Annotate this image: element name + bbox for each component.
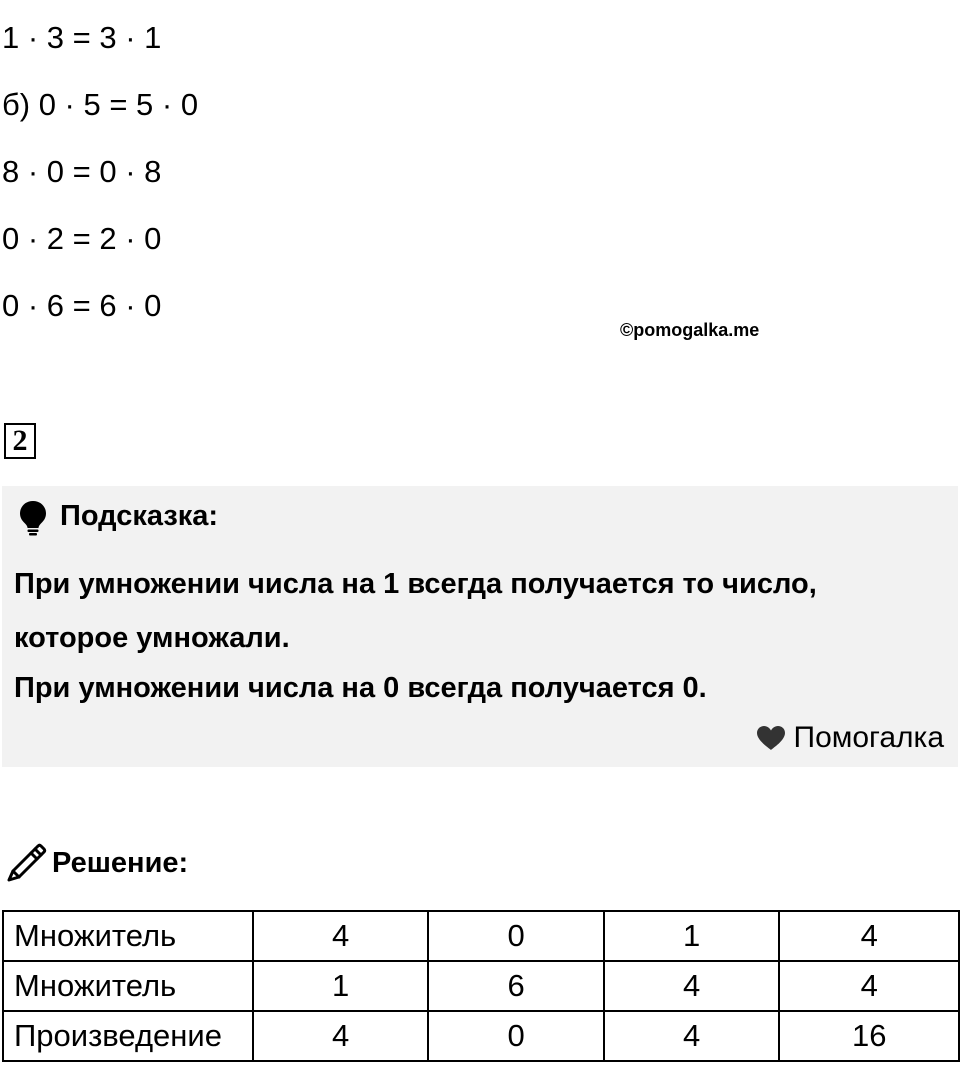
table-cell: 1 <box>253 961 429 1011</box>
table-cell-label: Множитель <box>3 911 253 961</box>
solution-title: Решение: <box>52 847 189 879</box>
table-cell: 6 <box>428 961 604 1011</box>
table-cell: 4 <box>779 911 959 961</box>
table-cell: 0 <box>428 1011 604 1061</box>
hint-line-3: При умножении числа на 0 всегда получается 0. <box>14 672 707 704</box>
table-cell: 1 <box>604 911 780 961</box>
table-cell: 4 <box>253 1011 429 1061</box>
equation-1: 1 · 3 = 3 · 1 <box>2 20 162 55</box>
equation-5: 0 · 6 = 6 · 0 <box>2 288 162 323</box>
hint-box <box>2 486 958 767</box>
equation-4: 0 · 2 = 2 · 0 <box>2 221 162 256</box>
heart-icon <box>756 725 786 751</box>
watermark: ©pomogalka.me <box>620 320 760 340</box>
table-cell: 0 <box>428 911 604 961</box>
table-cell: 4 <box>779 961 959 1011</box>
brand-link[interactable] <box>756 719 945 757</box>
table-cell-label: Множитель <box>3 961 253 1011</box>
solution-table <box>2 910 960 1062</box>
lightbulb-icon <box>18 500 48 536</box>
hint-title: Подсказка: <box>60 500 219 532</box>
brand-label: Помогалка <box>793 721 944 754</box>
table-row <box>3 1011 959 1061</box>
table-cell: 4 <box>604 1011 780 1061</box>
hint-line-2: которое умножали. <box>14 622 290 654</box>
equation-2: б) 0 · 5 = 5 · 0 <box>2 87 199 122</box>
table-row <box>3 911 959 961</box>
table-row <box>3 961 959 1011</box>
equation-3: 8 · 0 = 0 · 8 <box>2 154 162 189</box>
table-cell: 4 <box>604 961 780 1011</box>
pencil-icon <box>4 840 48 884</box>
table-cell: 16 <box>779 1011 959 1061</box>
table-cell-label: Произведение <box>3 1011 253 1061</box>
hint-line-1: При умножении числа на 1 всегда получается то число, <box>14 568 817 600</box>
table-cell: 4 <box>253 911 429 961</box>
task-number: 2 <box>4 423 36 459</box>
